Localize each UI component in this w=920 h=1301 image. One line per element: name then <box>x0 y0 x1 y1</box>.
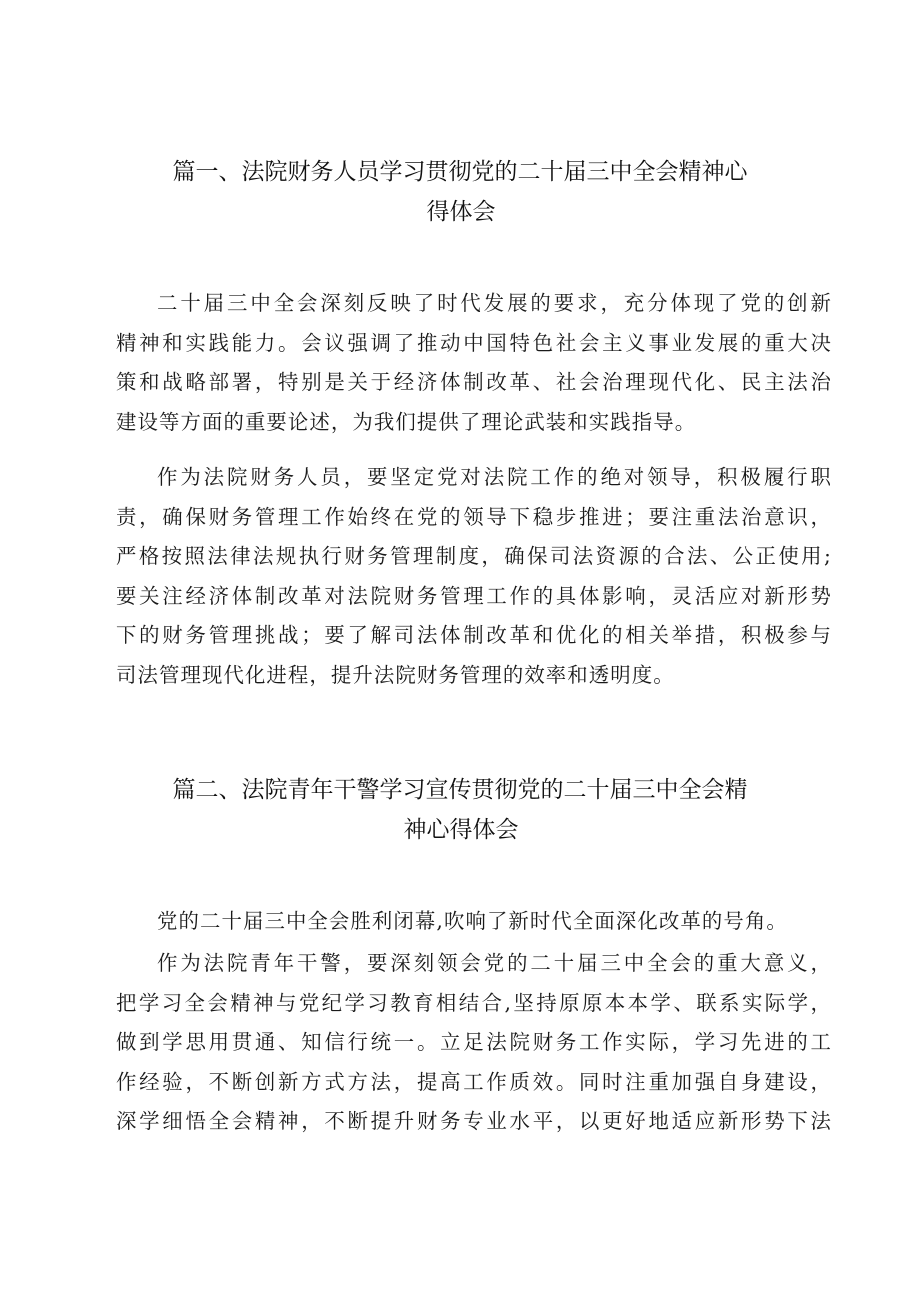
paragraph-line: 下的财务管理挑战；要了解司法体制改革和优化的相关举措，积极参与 <box>116 623 832 647</box>
paragraph-line: 策和战略部署，特别是关于经济体制改革、社会治理现代化、民主法治 <box>116 370 832 394</box>
section2-title-line1: 篇二、法院青年干警学习宣传贯彻党的二十届三中全会精 <box>172 777 748 803</box>
section1-paragraph-2 <box>116 458 832 695</box>
section1-title <box>0 152 920 232</box>
paragraph-line: 做到学思用贯通、知信行统一。立足法院财务工作实际，学习先进的工 <box>116 1030 832 1054</box>
paragraph-line: 作经验，不断创新方式方法，提高工作质效。同时注重加强自身建设， <box>116 1069 832 1094</box>
paragraph-line: 把学习全会精神与党纪学习教育相结合,坚持原原本本学、联系实际学， <box>116 990 832 1015</box>
section2-title <box>0 770 920 850</box>
section1-title-line2: 得体会 <box>426 199 496 225</box>
paragraph-line: 责，确保财务管理工作始终在党的领导下稳步推进；要注重法治意识， <box>116 504 832 529</box>
section2-paragraph-2 <box>116 944 832 1142</box>
paragraph-line: 精神和实践能力。会议强调了推动中国特色社会主义事业发展的重大决 <box>116 330 832 355</box>
paragraph-line: 作为法院青年干警，要深刻领会党的二十届三中全会的重大意义， <box>157 951 832 975</box>
paragraph-line: 司法管理现代化进程，提升法院财务管理的效率和透明度。 <box>116 662 675 687</box>
paragraph-line: 深学细悟全会精神，不断提升财务专业水平，以更好地适应新形势下法 <box>116 1109 832 1133</box>
paragraph-line: 要关注经济体制改革对法院财务管理工作的具体影响，灵活应对新形势 <box>116 583 832 608</box>
section1-paragraph-1 <box>116 284 832 442</box>
paragraph-line: 党的二十届三中全会胜利闭幕,吹响了新时代全面深化改革的号角。 <box>157 909 788 933</box>
section1-title-line1: 篇一、法院财务人员学习贯彻党的二十届三中全会精神心 <box>172 159 748 185</box>
paragraph-line: 二十届三中全会深刻反映了时代发展的要求，充分体现了党的创新 <box>157 291 832 315</box>
paragraph-line: 严格按照法律法规执行财务管理制度，确保司法资源的合法、公正使用; <box>116 544 832 568</box>
paragraph-line: 建设等方面的重要论述，为我们提供了理论武装和实践指导。 <box>116 409 697 434</box>
section2-title-line2: 神心得体会 <box>403 817 519 843</box>
section2-paragraph-1 <box>116 902 832 942</box>
paragraph-line: 作为法院财务人员，要坚定党对法院工作的绝对领导，积极履行职 <box>157 465 832 489</box>
